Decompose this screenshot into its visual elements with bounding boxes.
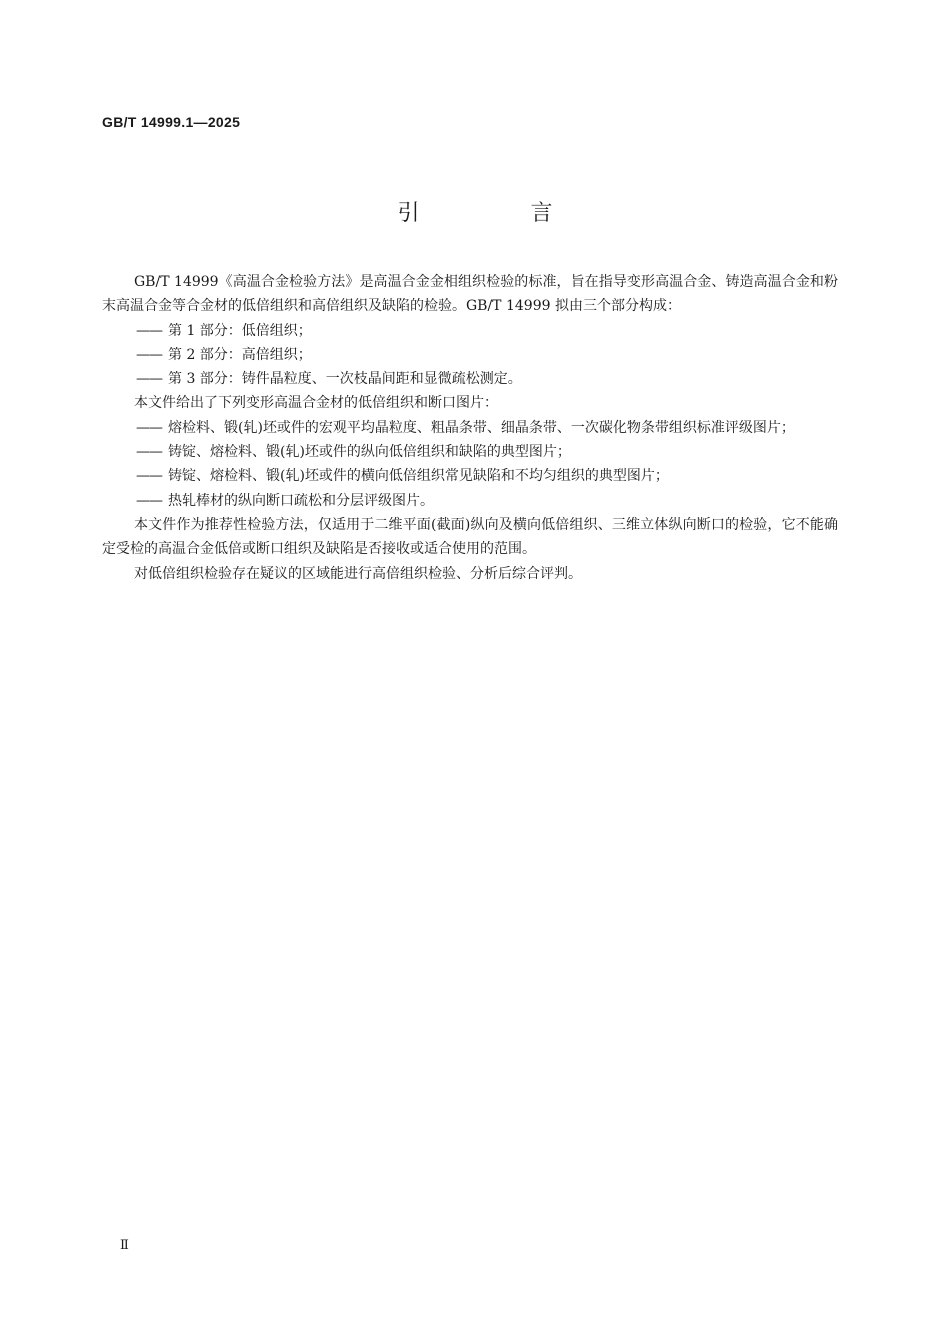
intro-paragraph-3: 本文件作为推荐性检验方法，仅适用于二维平面(截面)纵向及横向低倍组织、三维立体纵向断口的检验，它不能确定受检的高温合金低倍或断口组织及缺陷是否接收或适合使用的范围。 — [102, 516, 838, 558]
intro-paragraph-2: 本文件给出了下列变形高温合金材的低倍组织和断口图片： — [134, 395, 498, 412]
page-title: 引 言 — [397, 201, 605, 226]
intro-paragraph-1: GB/T 14999《高温合金检验方法》是高温合金金相组织检验的标准，旨在指导变形高温合金、铸造高温合金和粉末高温合金等合金材的低倍组织和高倍组织及缺陷的检验。GB/T 14999 拟由三个部分构成： — [102, 274, 838, 315]
dash-marker: —— — [136, 322, 162, 339]
dash-marker: —— — [136, 468, 162, 485]
list-item-picture-4 — [102, 489, 838, 513]
list-item-text: 铸锭、熔检料、锻(轧)坯或件的纵向低倍组织和缺陷的典型图片； — [168, 444, 571, 461]
list-item-picture-1 — [102, 416, 838, 440]
list-item-text: 第 3 部分：铸件晶粒度、一次枝晶间距和显微疏松测定。 — [168, 371, 522, 388]
dash-marker: —— — [136, 492, 162, 509]
list-item-picture-3 — [102, 464, 838, 488]
list-item-text: 铸锭、熔检料、锻(轧)坯或件的横向低倍组织常见缺陷和不均匀组织的典型图片； — [168, 468, 669, 485]
list-item-text: 熔检料、锻(轧)坯或件的宏观平均晶粒度、粗晶条带、细晶条带、一次碳化物条带组织标准评级图片； — [168, 419, 795, 436]
list-item-picture-2 — [102, 440, 838, 464]
list-item-text: 第 2 部分：高倍组织； — [168, 346, 312, 363]
standard-number: GB/T 14999.1—2025 — [102, 114, 241, 130]
introduction-body — [102, 270, 838, 586]
list-item-part-1 — [102, 319, 838, 343]
list-item-text: 第 1 部分：低倍组织； — [168, 322, 312, 339]
dash-marker: —— — [136, 419, 162, 436]
intro-paragraph-4: 对低倍组织检验存在疑议的区域能进行高倍组织检验、分析后综合评判。 — [134, 565, 582, 582]
dash-marker: —— — [136, 444, 162, 461]
dash-marker: —— — [136, 346, 162, 363]
dash-marker: —— — [136, 371, 162, 388]
page-number: Ⅱ — [120, 1237, 129, 1252]
list-item-part-2 — [102, 343, 838, 367]
list-item-part-3 — [102, 367, 838, 391]
list-item-text: 热轧棒材的纵向断口疏松和分层评级图片。 — [168, 492, 434, 509]
